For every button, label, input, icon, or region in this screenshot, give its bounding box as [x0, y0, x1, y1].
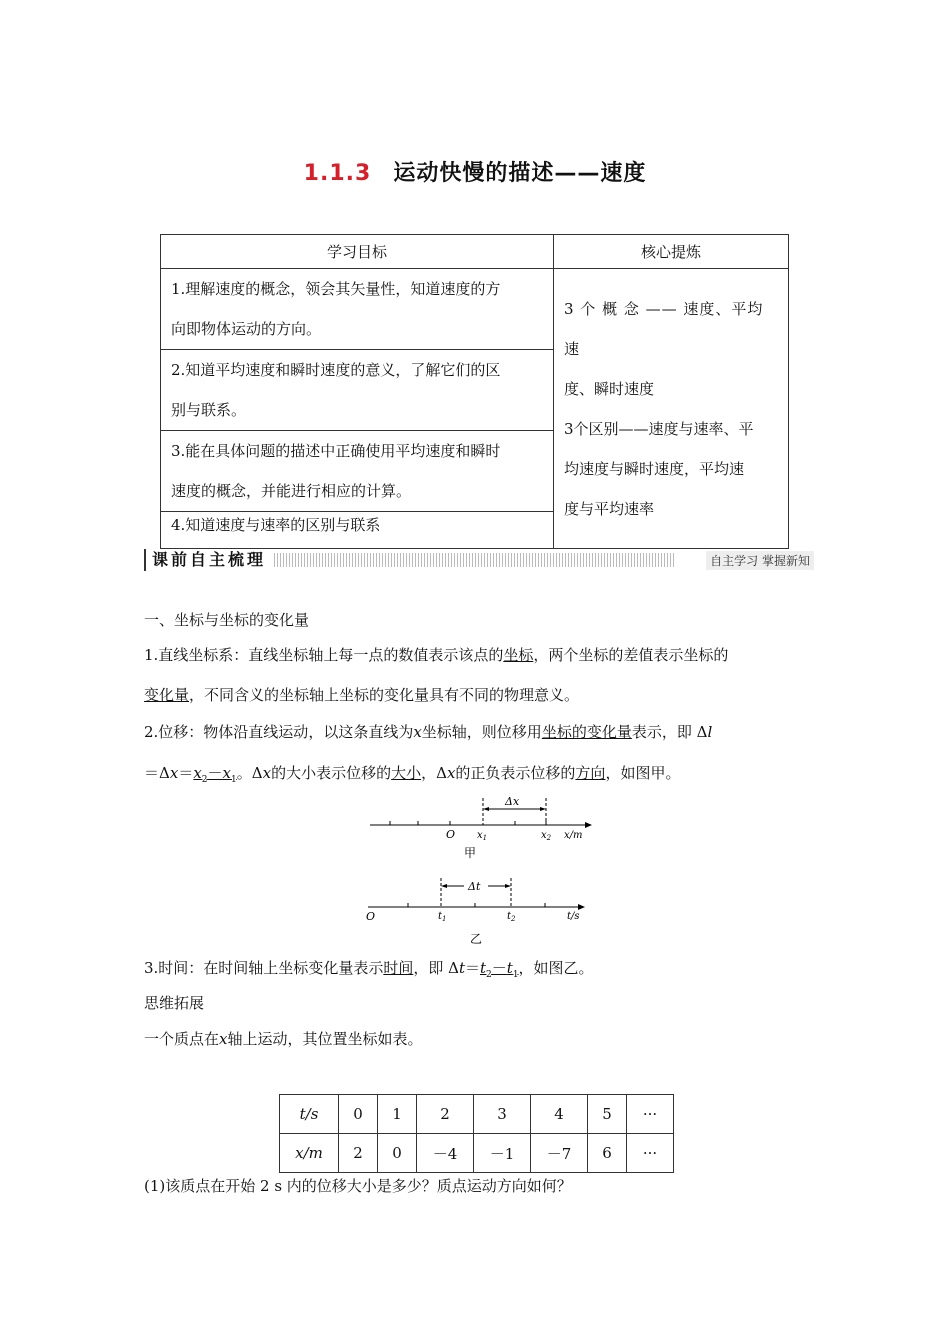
section-banner: [144, 549, 814, 571]
t-axis-label: t/s: [567, 911, 580, 922]
delta-t-label: Δt: [468, 880, 481, 893]
page-title: [0, 156, 950, 187]
paragraph-1-line-1: 1.直线坐标系：直线坐标轴上每一点的数值表示该点的坐标，两个坐标的差值表示坐标的: [144, 646, 729, 664]
paragraph-1-line-2: 变化量，不同含义的坐标轴上坐标的变化量具有不同的物理意义。: [144, 686, 580, 704]
figure-yi: [360, 868, 600, 948]
figure-yi-caption: 乙: [470, 932, 483, 946]
thinking-extension: 思维拓展: [144, 994, 205, 1012]
cell: 6: [588, 1134, 627, 1173]
paragraph-2-line-1: 2.位移：物体沿直线运动，以这条直线为x坐标轴，则位移用坐标的变化量表示，即 Δl: [144, 723, 713, 741]
banner-subtitle: 自主学习 掌握新知: [706, 551, 814, 570]
origin-label: O: [446, 828, 456, 841]
paragraph-2-line-2: $=\Delta x=x_2-x_1$。Δx的大小表示位移的大小，Δx的正负表示位移的方向，如图甲。: [144, 764, 681, 785]
question-intro: 一个质点在x轴上运动，其位置坐标如表。: [144, 1030, 423, 1048]
x1-label: $x_1$: [477, 830, 488, 842]
t2-label: $t_2$: [507, 911, 516, 923]
cell: 1: [378, 1095, 417, 1134]
goal-item: 2.知道平均速度和瞬时速度的意义，了解它们的区 别与联系。: [161, 350, 554, 431]
question-1: (1)该质点在开始 2 s 内的位移大小是多少？质点运动方向如何？: [144, 1177, 572, 1195]
cell: 4: [531, 1095, 588, 1134]
goal-item: 3.能在具体问题的描述中正确使用平均速度和瞬时 速度的概念，并能进行相应的计算。: [161, 431, 554, 512]
core-summary: 3 个 概 念 —— 速度、平均速 度、瞬时速度 3个区别——速度与速率、平 均速度与瞬时速度，平均速 度与平均速率: [554, 269, 789, 549]
header-core: 核心提炼: [554, 235, 789, 269]
cell: 5: [588, 1095, 627, 1134]
row-label-t: t/s: [280, 1095, 339, 1134]
goals-table: [160, 234, 789, 549]
section-title: 运动快慢的描述——速度: [393, 161, 647, 186]
figure-jia-caption: 甲: [464, 846, 477, 860]
goal-item: 4.知道速度与速率的区别与联系: [161, 512, 554, 549]
cell: 0: [378, 1134, 417, 1173]
banner-title: 课前自主梳理: [144, 549, 272, 571]
x2-label: $x_2$: [541, 830, 552, 842]
cell: －1: [474, 1134, 531, 1173]
cell: 2: [417, 1095, 474, 1134]
cell: ···: [627, 1134, 674, 1173]
cell: ···: [627, 1095, 674, 1134]
cell: 3: [474, 1095, 531, 1134]
cell: －4: [417, 1134, 474, 1173]
cell: 2: [339, 1134, 378, 1173]
header-goals: 学习目标: [161, 235, 554, 269]
x-axis-label: x/m: [564, 830, 583, 841]
row-label-x: x/m: [280, 1134, 339, 1173]
paragraph-3: 3.时间：在时间轴上坐标变化量表示时间，即 $\Delta t=t_2-t_1$，如图乙。: [144, 959, 594, 980]
delta-x-label: Δx: [505, 795, 520, 808]
figure-jia: [360, 790, 600, 865]
banner-stripe: [274, 553, 674, 567]
section-heading: 一、坐标与坐标的变化量: [144, 611, 310, 629]
t1-label: $t_1$: [438, 911, 447, 923]
cell: －7: [531, 1134, 588, 1173]
cell: 0: [339, 1095, 378, 1134]
position-table: [279, 1094, 674, 1173]
section-number: 1.1.3: [303, 161, 372, 186]
goal-item: 1.理解速度的概念，领会其矢量性，知道速度的方 向即物体运动的方向。: [161, 269, 554, 350]
origin-label: O: [366, 910, 376, 923]
